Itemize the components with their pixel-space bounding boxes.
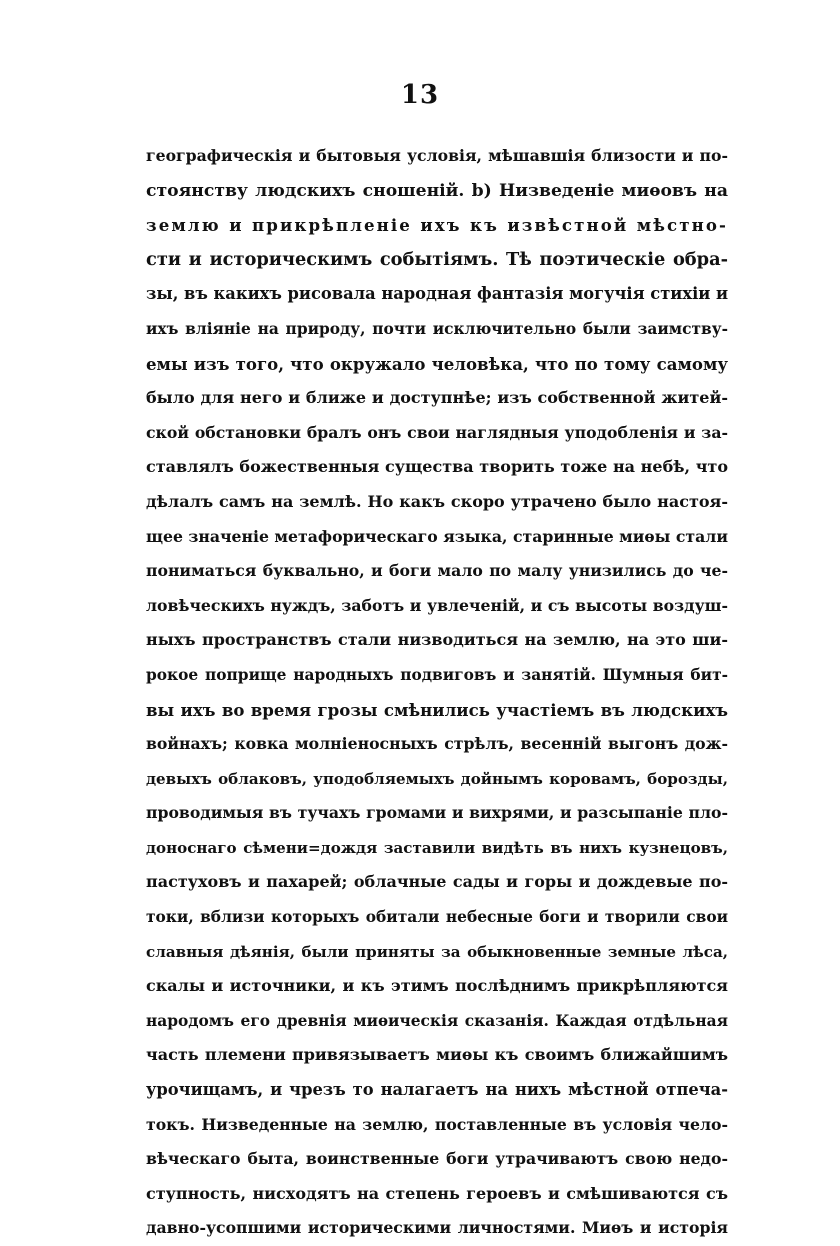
text-line: вы ихъ во время грозы смѣнились участіемъ въ людскихъ bbox=[146, 699, 728, 720]
text-line: ступность, нисходятъ на степень героевъ и смѣшиваются съ bbox=[146, 1183, 728, 1203]
text-line: ловѣческихъ нуждъ, заботъ и увлеченій, и съ высоты воздуш- bbox=[146, 595, 728, 615]
text-line: пастуховъ и пахарей; облачные сады и горы и дождевые по- bbox=[146, 872, 728, 892]
text-line: войнахъ; ковка молніеносныхъ стрѣлъ, весенній выгонъ дож- bbox=[146, 734, 728, 754]
text-line: проводимыя въ тучахъ громами и вихрями, и разсыпаніе пло- bbox=[146, 803, 728, 823]
text-line: землю и прикрѣпленіе ихъ къ извѣстной мѣстно- bbox=[146, 215, 728, 236]
text-line: емы изъ того, что окружало человѣка, что по тому самому bbox=[146, 353, 728, 374]
page-number: 13 bbox=[400, 80, 440, 110]
text-line: сти и историческимъ событіямъ. Тѣ поэтическіе обра- bbox=[146, 248, 728, 270]
text-line: стоянству людскихъ сношеній. b) Низведеніе миѳовъ на bbox=[146, 180, 728, 201]
text-line: зы, въ какихъ рисовала народная фантазія могучія стихіи и bbox=[146, 284, 728, 304]
text-line: ныхъ пространствъ стали низводиться на землю, на это ши- bbox=[146, 630, 728, 650]
text-line: пониматься буквально, и боги мало по малу унизились до че- bbox=[146, 561, 728, 581]
text-line: токъ. Низведенные на землю, поставленные въ условія чело- bbox=[146, 1114, 728, 1134]
text-line: ской обстановки бралъ онъ свои наглядныя уподобленія и за- bbox=[146, 422, 728, 442]
text-line: щее значеніе метафорическаго языка, старинные миѳы стали bbox=[146, 526, 728, 546]
text-line: девыхъ облаковъ, уподобляемыхъ дойнымъ коровамъ, борозды, bbox=[146, 769, 728, 788]
text-line: токи, вблизи которыхъ обитали небесные боги и творили свои bbox=[146, 908, 728, 927]
text-line: доноснаго сѣмени=дождя заставили видѣть въ нихъ кузнецовъ, bbox=[146, 838, 728, 857]
text-line: часть племени привязываетъ миѳы къ своимъ ближайшимъ bbox=[146, 1045, 728, 1065]
text-line: было для него и ближе и доступнѣе; изъ собственной житей- bbox=[146, 388, 728, 408]
text-line: славныя дѣянія, были приняты за обыкновенные земные лѣса, bbox=[146, 942, 728, 961]
text-line: ихъ вліяніе на природу, почти исключительно были заимству- bbox=[146, 319, 728, 338]
text-line: дѣлалъ самъ на землѣ. Но какъ скоро утрачено было настоя- bbox=[146, 491, 728, 511]
text-line: давно-усопшими историческими личностями. Миѳъ и исторія bbox=[146, 1218, 728, 1238]
text-line: ставлялъ божественныя существа творить тоже на небѣ, что bbox=[146, 457, 728, 477]
text-line: рокое поприще народныхъ подвиговъ и занятій. Шумныя бит- bbox=[146, 665, 728, 684]
text-line: народомъ его древнія миѳическія сказанія. Каждая отдѣльная bbox=[146, 1011, 728, 1030]
text-line: вѣческаго быта, воинственные боги утрачиваютъ свою недо- bbox=[146, 1149, 728, 1169]
body-text bbox=[146, 139, 728, 1246]
text-line: скалы и источники, и къ этимъ послѣднимъ прикрѣпляются bbox=[146, 976, 728, 996]
text-line: географическія и бытовыя условія, мѣшавшія близости и по- bbox=[146, 146, 728, 165]
text-line: урочищамъ, и чрезъ то налагаетъ на нихъ мѣстной отпеча- bbox=[146, 1080, 728, 1100]
